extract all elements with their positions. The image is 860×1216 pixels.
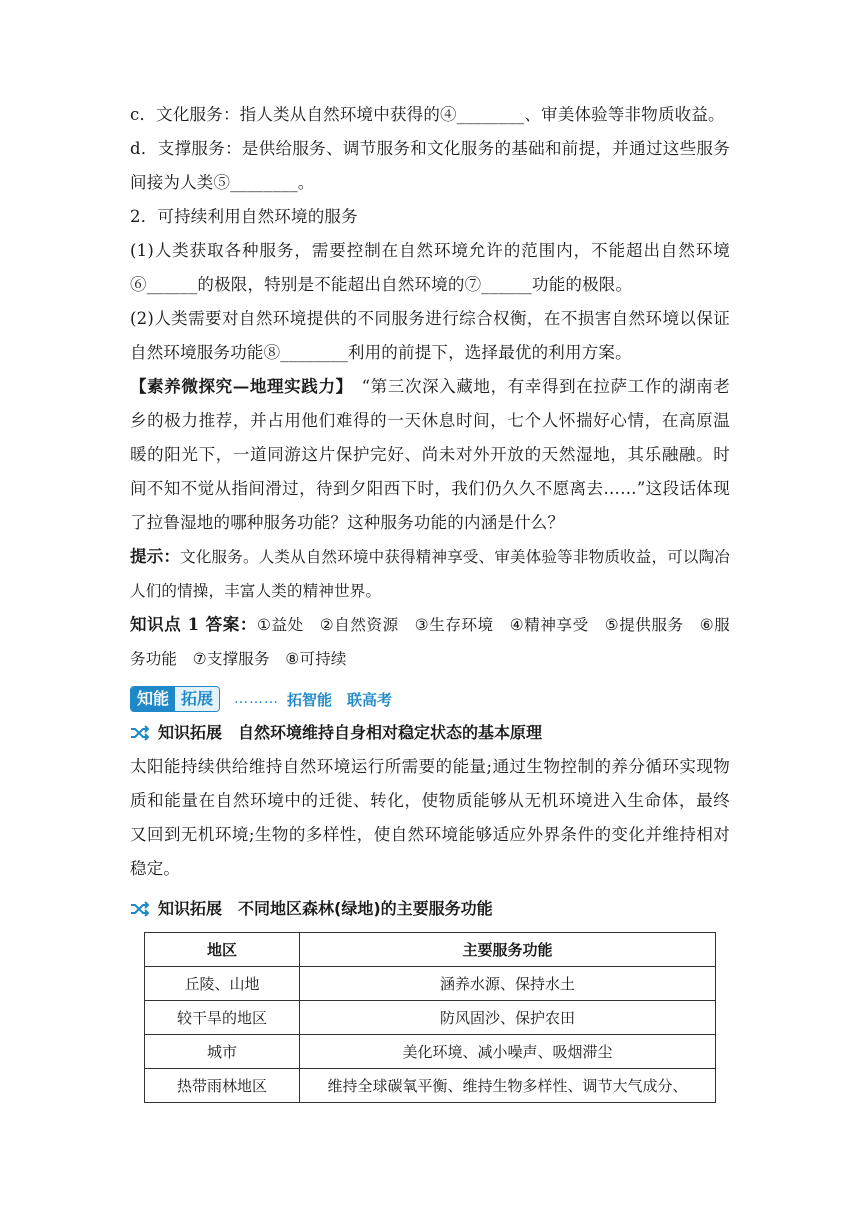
section-heading-2: 2．可持续利用自然环境的服务 (130, 207, 358, 226)
answer-block (130, 608, 730, 676)
table-row (145, 1001, 716, 1035)
shuffle-arrows-icon (130, 901, 150, 917)
banner-dots: ……… (234, 691, 280, 707)
banner-tag-b: 拓展 (175, 687, 219, 711)
table-row (145, 967, 716, 1001)
item-c-cultural-service: c．文化服务：指人类从自然环境中获得的④________、审美体验等非物质收益。 (130, 105, 725, 124)
table-cell: 涵养水源、保持水土 (300, 967, 716, 1001)
table-row (145, 1069, 716, 1103)
hint-label: 提示： (130, 547, 181, 566)
forest-functions-table (144, 932, 716, 1103)
extension-text-1: 太阳能持续供给维持自然环境运行所需要的能量;通过生物控制的养分循环实现物质和能量在自然环境中的迁徙、转化，使物质能够从无机环境进入生命体，最终又回到无机环境;生物的多样性，使自然环境能够适应外界条件的变化并维持相对稳定。 (130, 757, 730, 878)
extension-heading-1 (130, 716, 730, 750)
hint-block (130, 540, 730, 608)
table-cell: 美化环境、减小噪声、吸烟滞尘 (300, 1035, 716, 1069)
paragraph-1: (1)人类获取各种服务，需要控制在自然环境允许的范围内，不能超出自然环境⑥______的极限，特别是不能超出自然环境的⑦______功能的极限。 (130, 241, 730, 294)
table-cell: 维持全球碳氧平衡、维持生物多样性、调节大气成分、 (300, 1069, 716, 1103)
explore-text: “第三次深入藏地，有幸得到在拉萨工作的湖南老乡的极力推荐，并占用他们难得的一天休息时间，七个人怀揣好心情，在高原温暖的阳光下，一道同游这片保护完好、尚未对外开放的天然湿地，其乐融融。时间不知不觉从指间滑过，待到夕阳西下时，我们仍久久不愿离去……”这段话体现了拉鲁湿地的哪种服务功能？这种服务功能的内涵是什么？ (130, 377, 731, 532)
table-header: 主要服务功能 (300, 933, 716, 967)
extension-title-2: 知识拓展 不同地区森林(绿地)的主要服务功能 (158, 899, 493, 918)
table-header: 地区 (145, 933, 300, 967)
extension-title-1: 知识拓展 自然环境维持自身相对稳定状态的基本原理 (158, 723, 543, 742)
section-banner (130, 682, 730, 716)
table-cell: 热带雨林地区 (145, 1069, 300, 1103)
table-row (145, 1035, 716, 1069)
table-cell: 防风固沙、保护农田 (300, 1001, 716, 1035)
answer-text: ①益处 ②自然资源 ③生存环境 ④精神享受 ⑤提供服务 ⑥服务功能 ⑦支撑服务 ⑧可持续 (130, 616, 730, 668)
explore-label: 【素养微探究—地理实践力】 (130, 377, 345, 396)
table-cell: 较干旱的地区 (145, 1001, 300, 1035)
table-cell: 丘陵、山地 (145, 967, 300, 1001)
banner-subtitle: 拓智能 联高考 (287, 690, 393, 709)
table-header-row (145, 933, 716, 967)
paragraph-2: (2)人类需要对自然环境提供的不同服务进行综合权衡，在不损害自然环境以保证自然环境服务功能⑧________利用的前提下，选择最优的利用方案。 (130, 309, 730, 362)
answer-label: 知识点 1 答案： (130, 615, 257, 634)
explore-block (130, 370, 730, 540)
item-d-supporting-service: d．支撑服务：是供给服务、调节服务和文化服务的基础和前提，并通过这些服务间接为人类⑤________。 (130, 139, 730, 192)
hint-text: 文化服务。人类从自然环境中获得精神享受、审美体验等非物质收益，可以陶冶人们的情操，丰富人类的精神世界。 (130, 548, 730, 600)
banner-tag-a: 知能 (131, 687, 175, 711)
table-cell: 城市 (145, 1035, 300, 1069)
extension-heading-2 (130, 892, 730, 926)
shuffle-arrows-icon (130, 725, 150, 741)
banner-tag (130, 686, 220, 712)
page-content (130, 98, 730, 1103)
